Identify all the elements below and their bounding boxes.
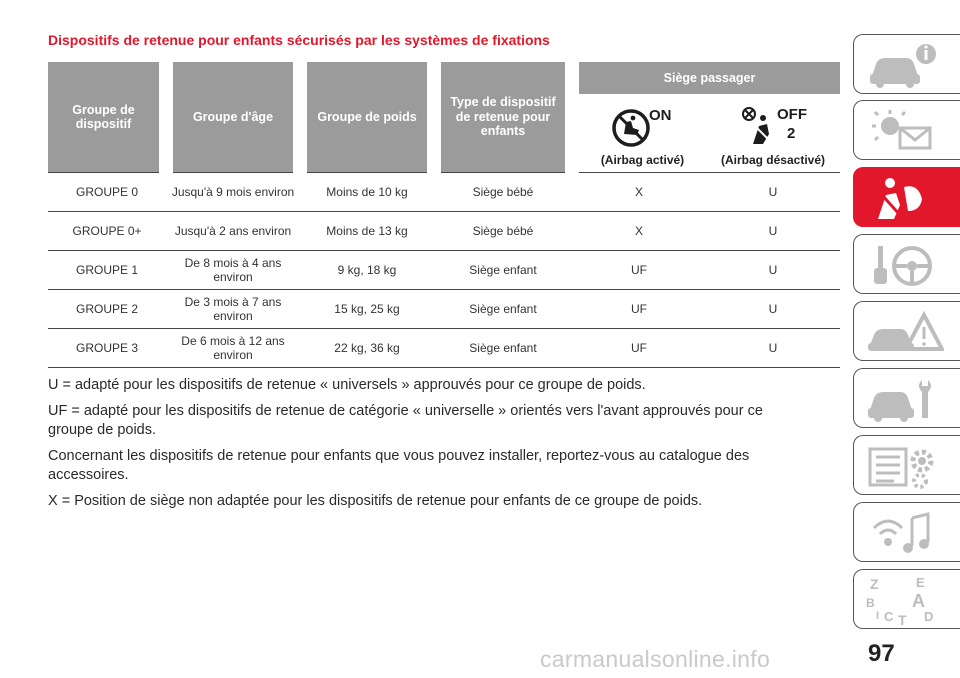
specs-gear-icon <box>864 441 944 491</box>
note-accessories: Concernant les dispositifs de retenue pour enfants que vous pouvez installer, reportez-vous au catalogue des accessoires. <box>48 447 750 484</box>
cell-airbag-off: U <box>706 251 840 290</box>
lights-envelope-icon <box>864 106 944 156</box>
tab-index[interactable] <box>853 569 960 629</box>
off-number: 2 <box>787 125 796 143</box>
airbag-on-label: (Airbag activé) <box>600 153 685 168</box>
header-airbag-off <box>706 95 840 173</box>
car-info-icon <box>864 40 944 90</box>
on-glyph: ON <box>648 107 671 125</box>
index-letter: C <box>884 609 894 624</box>
cell-groupe: GROUPE 0+ <box>48 212 166 251</box>
airbag-on-icon <box>611 104 675 150</box>
index-letter: Z <box>870 576 879 592</box>
header-age: Groupe d'âge <box>166 62 300 173</box>
off-glyph: OFF <box>777 106 807 124</box>
cell-groupe: GROUPE 2 <box>48 290 166 329</box>
index-letter: I <box>876 610 880 622</box>
cell-type: Siège enfant <box>434 251 572 290</box>
airbag-off-icon <box>735 104 811 150</box>
key-steering-wheel-icon <box>864 240 944 290</box>
section-title: Dispositifs de retenue pour enfants sécurisés par les systèmes de fixations <box>48 32 550 48</box>
cell-poids: Moins de 10 kg <box>300 173 434 212</box>
cell-airbag-on: X <box>572 173 706 212</box>
cell-age: De 8 mois à 4 ans environ <box>166 251 300 290</box>
cell-groupe: GROUPE 1 <box>48 251 166 290</box>
table-row <box>48 251 840 290</box>
header-type: Type de dispositif de retenue pour enfants <box>434 62 572 173</box>
cell-airbag-off: U <box>706 173 840 212</box>
child-seat-table <box>48 62 840 368</box>
table-row <box>48 212 840 251</box>
header-groupe: Groupe de dispositif <box>48 62 166 173</box>
cell-airbag-off: U <box>706 212 840 251</box>
cell-age: De 3 mois à 7 ans environ <box>166 290 300 329</box>
cell-type: Siège bébé <box>434 173 572 212</box>
watermark: carmanualsonline.info <box>540 646 771 672</box>
airbag-seatbelt-icon <box>864 173 944 223</box>
airbag-off-label: (Airbag désactivé) <box>720 153 826 168</box>
cell-age: Jusqu'à 2 ans environ <box>166 212 300 251</box>
cell-poids: Moins de 13 kg <box>300 212 434 251</box>
car-warning-icon <box>864 307 944 357</box>
cell-type: Siège enfant <box>434 290 572 329</box>
table-row <box>48 329 840 368</box>
header-poids: Groupe de poids <box>300 62 434 173</box>
cell-poids: 9 kg, 18 kg <box>300 251 434 290</box>
cell-age: Jusqu'à 9 mois environ <box>166 173 300 212</box>
table-row <box>48 290 840 329</box>
tab-specifications[interactable] <box>853 435 960 495</box>
table-row <box>48 173 840 212</box>
cell-type: Siège bébé <box>434 212 572 251</box>
tab-car-info[interactable] <box>853 34 960 94</box>
cell-poids: 15 kg, 25 kg <box>300 290 434 329</box>
note-universal-forward: UF = adapté pour les dispositifs de retenue de catégorie « universelle » orientés vers l'avant approuvés pour ce groupe de poids. <box>48 402 763 439</box>
tab-multimedia[interactable] <box>853 502 960 562</box>
cell-age: De 6 mois à 12 ans environ <box>166 329 300 368</box>
multimedia-music-icon <box>864 508 944 558</box>
page-number: 97 <box>868 640 895 667</box>
cell-airbag-off: U <box>706 329 840 368</box>
tab-safety[interactable] <box>853 167 960 227</box>
notes-block <box>48 376 808 517</box>
cell-airbag-on: UF <box>572 290 706 329</box>
index-letter: D <box>924 609 934 624</box>
tab-starting-driving[interactable] <box>853 234 960 294</box>
cell-poids: 22 kg, 36 kg <box>300 329 434 368</box>
cell-airbag-off: U <box>706 290 840 329</box>
note-not-suitable: X = Position de siège non adaptée pour les dispositifs de retenue pour enfants de ce groupe de poids. <box>48 492 703 509</box>
cell-groupe: GROUPE 3 <box>48 329 166 368</box>
tab-emergency[interactable] <box>853 301 960 361</box>
cell-airbag-on: UF <box>572 329 706 368</box>
index-letter: B <box>866 596 875 610</box>
cell-type: Siège enfant <box>434 329 572 368</box>
tab-servicing[interactable] <box>853 368 960 428</box>
cell-airbag-on: UF <box>572 251 706 290</box>
index-letter: T <box>898 612 907 625</box>
car-wrench-icon <box>864 374 944 424</box>
index-letter: A <box>912 591 925 611</box>
header-airbag-on <box>572 95 706 173</box>
alphabet-index-icon <box>864 575 944 625</box>
cell-airbag-on: X <box>572 212 706 251</box>
header-passager: Siège passager <box>572 62 840 95</box>
index-letter: E <box>916 575 925 590</box>
tab-lights-messages[interactable] <box>853 100 960 160</box>
note-universal: U = adapté pour les dispositifs de retenue « universels » approuvés pour ce groupe de poids. <box>48 377 646 393</box>
cell-groupe: GROUPE 0 <box>48 173 166 212</box>
